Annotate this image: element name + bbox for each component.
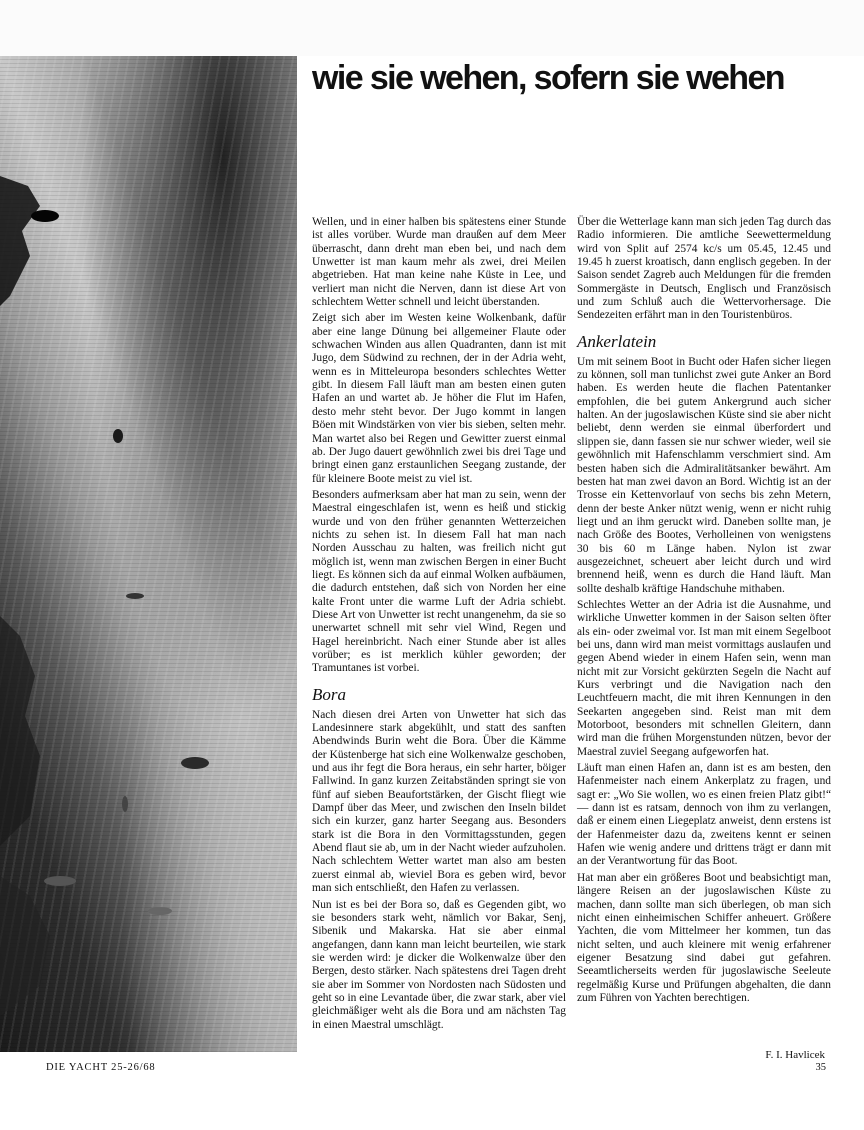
paragraph: Nun ist es bei der Bora so, daß es Gegenden gibt, wo sie besonders stark weht, nämlich vor Bakar, Senj, Sibenik und Makarska. Hat sie aber einmal angefangen, dann kann man leicht beurteilen, wie stark sie werden wird: je dicker die Wolkenwalze über den Bergen, desto stärker. Nach spätestens drei Tagen dreht sie aber im Sommer von Nordosten nach Südosten und geht so in eine Levantade über, die zwar stark, aber viel gleichmäßiger weht als die Bora und am nächsten Tag in einen Maestral umschlägt. — [312, 898, 566, 1031]
paragraph: Besonders aufmerksam aber hat man zu sein, wenn der Maestral eingeschlafen ist, wenn es heiß und stickig wurde und von den früher genannten Wetterzeichen nichts zu sehen ist. In diesem Fall hat man nach Norden Ausschau zu halten, was freilich nicht gut möglich ist, wenn man zwischen Bergen in einer Bucht liegt. Es können sich da auf einmal Wolken aufbäumen, die dadurch entstehen, daß sich von Norden her eine kalte Front unter die warme Luft der Adria schiebt. Diese Art von Unwetter ist recht unangenehm, da sie so unerwartet schnell mit sehr viel Wind, Regen und Hagel hereinbricht. Nach einer Stunde aber ist alles vorüber; es ist merklich kühler geworden; der Tramuntanes ist vorbei. — [312, 488, 566, 675]
paragraph: Zeigt sich aber im Westen keine Wolkenbank, dafür aber eine lange Dünung bei allgemeiner Flaute oder schwachen Winden aus allen Quadranten, dann ist mit Jugo, dem Südwind zu rechnen, der in der Adria weht, wenn es in Mitteleuropa besonders schlechtes Wetter gibt. In diesem Fall läuft man am besten einen guten Hafen an und wartet ab. Je höher die Flut im Hafen, desto mehr steht bevor. Der Jugo kommt in langen Böen mit Windstärken von vier bis sieben, selten mehr. Man wartet also bei Regen und Gewitter zuerst einmal ab. Der Jugo dauert gewöhnlich zwei bis drei Tage und bringt einen ganz erstaunlichen Seegang zustande, der für kleinere Boote meist zu viel ist. — [312, 312, 566, 485]
coastline-aerial-photo — [0, 56, 297, 1052]
paragraph: Über die Wetterlage kann man sich jeden Tag durch das Radio informieren. Die amtliche Seewettermeldung wird von Split auf 2574 kc/s um 05.45, 12.45 und 19.45 h zuerst kroatisch, dann englisch gegeben. In der Saison sendet Zagreb auch Meldungen für die fremden Sommergäste in Deutsch, Englisch und Französisch und zum Schluß auch die Wettervorhersage. Die Sendezeiten erfährt man in den Touristenbüros. — [577, 216, 831, 322]
page-number: 35 — [815, 1062, 826, 1073]
author-byline: F. I. Havlicek — [765, 1049, 825, 1061]
publication-footer: DIE YACHT 25-26/68 — [46, 1062, 156, 1073]
article-column-left — [312, 216, 566, 1035]
section-heading-bora: Bora — [312, 684, 346, 704]
top-margin — [0, 0, 864, 56]
paragraph: Schlechtes Wetter an der Adria ist die Ausnahme, und wirkliche Unwetter kommen in der Saison selten öfter als ein- oder zweimal vor. Ist man mit einem Segelboot bei uns, dann wird man meist vormittags auslaufen und gegen Abend wieder in einem Hafen sein, wenn man nicht mit zur Vorsicht gekürzten Segeln die Nacht auf Kurs verbringt und die Navigation nach den Leuchtfeuern macht, die mit ihren Kennungen in den Seekarten angegeben sind. Reist man mit dem Motorboot, besonders mit schnellen Gleitern, dann wird man die frühen Morgenstunden nützen, bevor der Maestral zuviel Seegang aufgeworfen hat. — [577, 598, 831, 758]
paragraph: Um mit seinem Boot in Bucht oder Hafen sicher liegen zu können, soll man tunlichst zwei gute Anker an Bord haben. Es werden heute die flachen Patentanker empfohlen, die bei gutem Ankergrund auch sicher halten. An der jugoslawischen Küste sind sie aber nicht beliebt, denn werden sie einmal überfordert und slippen sie, dann fassen sie nur schwer wieder, weil sie gewöhnlich mit Hafenschlamm verschmiert sind. Am besten haben sich die Admiralitätsanker bewährt. Am besten hat man zwei davon an Bord. Wichtig ist an der Trosse ein Kettenvorlauf von sechs bis zehn Metern, denn der beste Anker nützt wenig, wenn er nicht ruhig liegt und an ihm geruckt wird. Daneben sollte man, je nach Größe des Bootes, Verholleinen von wenigstens 30 bis 60 m Länge haben. Nylon ist zwar ausgezeichnet, scheuert aber leicht durch und wird brennend heiß, wenn es durch die Hand läuft. Man sollte deshalb kräftige Handschuhe mithaben. — [577, 355, 831, 595]
headline: wie sie wehen, sofern sie wehen — [312, 59, 784, 97]
article-column-right — [577, 216, 831, 1008]
paragraph: Läuft man einen Hafen an, dann ist es am besten, den Hafenmeister nach einem Ankerplatz zu fragen, und sagt er: „Wo Sie wollen, wo es einen freien Platz gibt!“ — dann ist es ratsam, dennoch von ihm zu verlangen, daß er einem einen Liegeplatz anweist, denn erstens ist der Hafenmeister dazu da, zweitens kennt er seinen Hafen wie wenig andere und drittens trägt er dann mit an der Verantwortung für das Boot. — [577, 762, 831, 868]
section-heading-ankerlatein: Ankerlatein — [577, 331, 657, 351]
paragraph: Nach diesen drei Arten von Unwetter hat sich das Landesinnere stark abgekühlt, und statt des sanften Abendwinds Burin weht die Bora. Über die Kämme der Küstenberge hat sich eine Wolkenwalze geschoben, und aus ihr fegt die Bora heraus, ein sehr harter, böiger Fallwind. In ganz kurzen Zeitabständen springt sie von fünf auf sieben Beaufortstärken, der Gischt fliegt wie Dampf über das Meer, und zwischen den Inseln bildet sich ein kurzer, ganz harter Seegang aus. Besonders stark ist die Bora in den Vormittagsstunden, gegen Abend flaut sie ab, um in der Nacht wieder aufzuholen. Nach schlechtem Wetter wartet man also am besten zuerst einmal ab, wieviel Bora es geben wird, bevor man sich entschließt, den Hafen zu verlassen. — [312, 708, 566, 895]
photo-details — [0, 56, 297, 1052]
paragraph: Wellen, und in einer halben bis spätestens einer Stunde ist alles vorüber. Wurde man draußen auf dem Meer überrascht, dann dreht man eben bei, und nach dem Unwetter ist man kaum mehr als zwei, drei Meilen abgetrieben. Hat man keine nahe Küste in Lee, und verliert man nicht die Nerven, dann ist diese Art von schlechtem Wetter schnell und leicht überstanden. — [312, 216, 566, 309]
paragraph: Hat man aber ein größeres Boot und beabsichtigt man, längere Reisen an der jugoslawischen Küste zu machen, dann sollte man sich überlegen, ob man sich nicht einen einheimischen Schiffer anheuert. Größere Yachten, die vom Mittelmeer her kommen, tun das nicht selten, und auch kleinere mit wenig erfahrener eigener Besatzung sind dabei gut gefahren. Seeamtlicherseits werden für jugoslawische Seeleute regelmäßig Kurse und Prüfungen abgehalten, die dann zum Führen von Yachten berechtigen. — [577, 871, 831, 1004]
